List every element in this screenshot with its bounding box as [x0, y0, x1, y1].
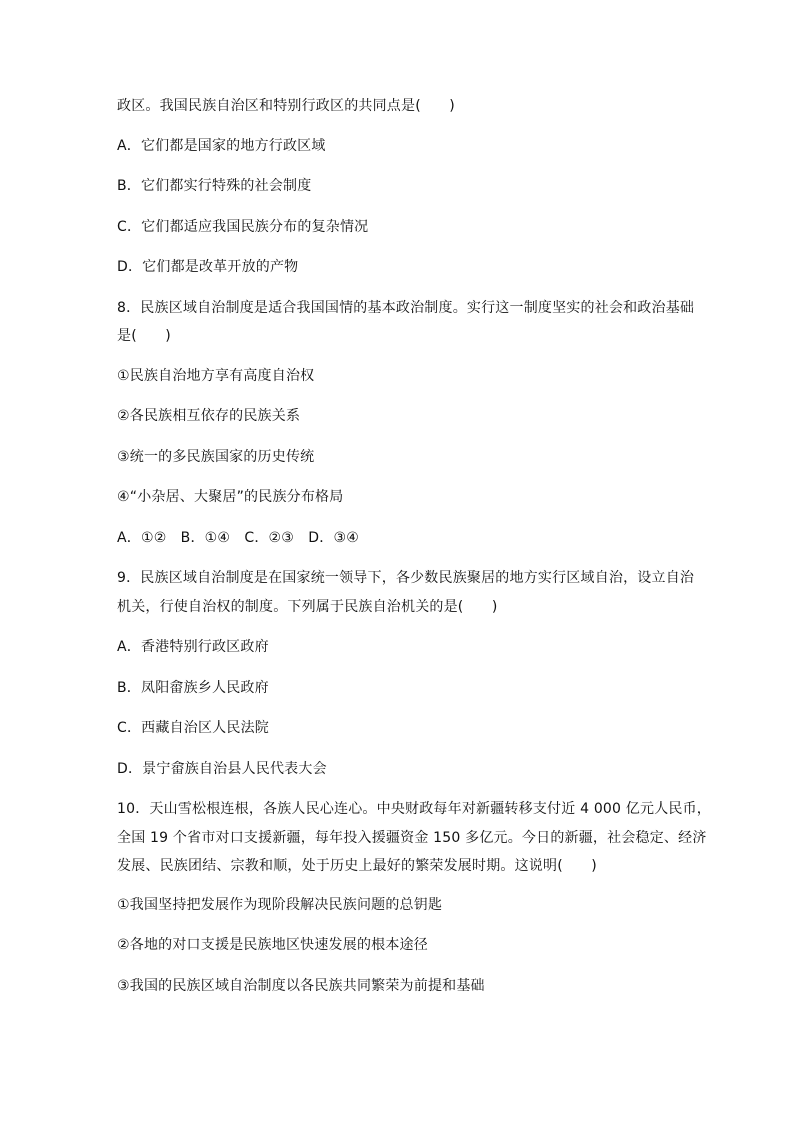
question-10-stem-line-3: 发展、民族团结、宗教和顺，处于历史上最好的繁荣发展时期。这说明( ) — [117, 858, 597, 874]
question-7-option-b: B．它们都实行特殊的社会制度 — [117, 178, 312, 194]
question-10-stem-line-1: 10．天山雪松根连根，各族人民心连心。中央财政每年对新疆转移支付近 4 000 亿元人民币， — [117, 801, 711, 817]
question-10-statement-1: ①我国坚持把发展作为现阶段解决民族问题的总钥匙 — [117, 897, 443, 913]
question-9-stem-line-1: 9．民族区域自治制度是在国家统一领导下，各少数民族聚居的地方实行区域自治，设立自治 — [117, 570, 695, 586]
question-9-option-c: C．西藏自治区人民法院 — [117, 720, 269, 736]
question-8-statement-3: ③统一的多民族国家的历史传统 — [117, 449, 315, 465]
question-8-stem-line-1: 8．民族区域自治制度是适合我国国情的基本政治制度。实行这一制度坚实的社会和政治基础 — [117, 300, 695, 316]
question-7-option-d: D．它们都是改革开放的产物 — [117, 259, 299, 275]
question-9-option-d: D．景宁畲族自治县人民代表大会 — [117, 761, 327, 777]
question-10-statement-2: ②各地的对口支援是民族地区快速发展的根本途径 — [117, 937, 428, 953]
question-7-stem-continued: 政区。我国民族自治区和特别行政区的共同点是( ) — [117, 98, 455, 114]
question-10-statement-3: ③我国的民族区域自治制度以各民族共同繁荣为前提和基础 — [117, 978, 485, 994]
question-8-statement-4: ④“小杂居、大聚居”的民族分布格局 — [117, 489, 344, 505]
question-9-option-b: B．凤阳畲族乡人民政府 — [117, 680, 269, 696]
question-8-options: A．①② B．①④ C．②③ D．③④ — [117, 530, 359, 546]
question-8-statement-2: ②各民族相互依存的民族关系 — [117, 408, 301, 424]
question-7-option-c: C．它们都适应我国民族分布的复杂情况 — [117, 219, 369, 235]
question-9-stem-line-2: 机关，行使自治权的制度。下列属于民族自治机关的是( ) — [117, 599, 498, 615]
question-10-stem-line-2: 全国 19 个省市对口支援新疆，每年投入援疆资金 150 多亿元。今日的新疆，社会稳定、经济 — [117, 830, 707, 846]
question-8-statement-1: ①民族自治地方享有高度自治权 — [117, 368, 315, 384]
question-8-stem-line-2: 是( ) — [117, 328, 171, 344]
question-9-option-a: A．香港特别行政区政府 — [117, 639, 269, 655]
question-7-option-a: A．它们都是国家的地方行政区域 — [117, 138, 326, 154]
